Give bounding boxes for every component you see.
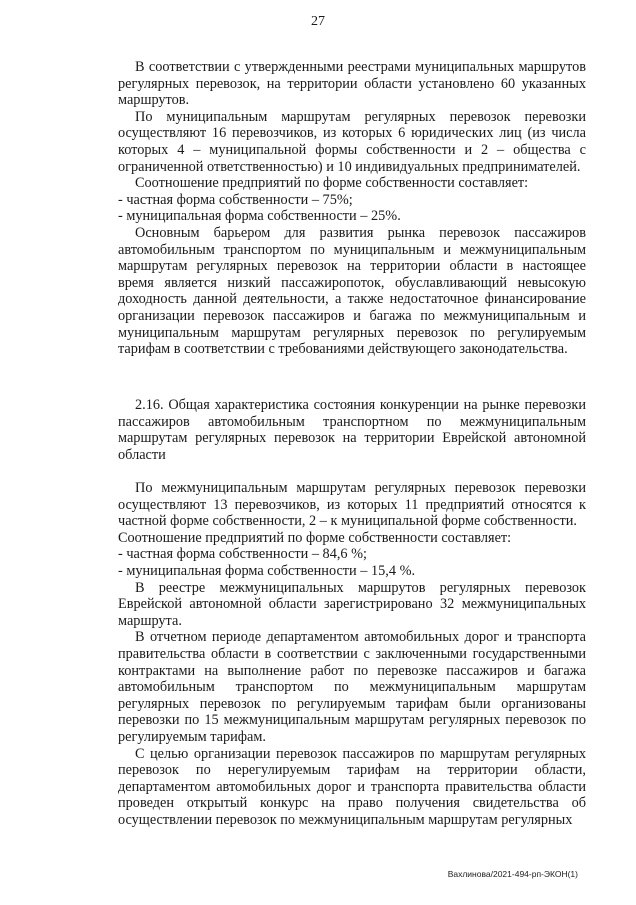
paragraph-open-tender: С целью организации перевозок пассажиров по маршрутам регулярных перевозок по нерегулируемым тарифам на территории области, департаментом автомобильных дорог и транспорта правительства области проведен открытый конкурс на право получения свидетельства об осуществлении перевозок по межмуниципальным маршрутам регулярных (118, 745, 586, 828)
list-item-municipal-ownership: - муниципальная форма собственности – 25%. (118, 208, 401, 225)
paragraph-ownership-ratio-intermunicipal: Соотношение предприятий по форме собственности составляет: (118, 529, 512, 546)
paragraph-intermunicipal-carriers: По межмуниципальным маршрутам регулярных перевозок перевозки осуществляют 13 перевозчиков, из которых 11 предприятий относятся к частной форме собственности, 2 – к муниципальной форме собственности. (118, 480, 586, 530)
paragraph-ownership-ratio: Соотношение предприятий по форме собственности составляет: (135, 175, 529, 192)
paragraph-route-registry: В реестре межмуниципальных маршрутов регулярных перевозок Еврейской автономной области зарегистрировано 32 межмуниципальных маршрута. (118, 579, 586, 629)
section-heading: 2.16. Общая характеристика состояния конкуренции на рынке перевозки пассажиров автомобильным транспортном по межмуниципальным маршрутам регулярных перевозок на территории Еврейской автономной области (118, 397, 586, 463)
paragraph-reporting-period: В отчетном периоде департаментом автомобильных дорог и транспорта правительства области в соответствии с заключенными государственными контрактами на выполнение работ по перевозке пассажиров и багажа автомобильным транспортом по межмуниципальным маршрутам регулярных перевозок по регулируемым тарифам были организованы перевозки по 15 межмуниципальным маршрутам регулярных перевозок по регулируемым тарифам. (118, 629, 586, 745)
document-footer-code: Вахлинова/2021-494-рп-ЭКОН(1) (447, 869, 578, 879)
section-2-16-heading-block (118, 397, 586, 463)
paragraph-municipal-carriers: По муниципальным маршрутам регулярных перевозок перевозки осуществляют 16 перевозчиков, из которых 6 юридических лиц (из числа которых 4 – муниципальной формы собственности и 2 – общества с ограниченной ответственностью) и 10 индивидуальных предпринимателей. (118, 108, 586, 175)
paragraph-municipal-routes-count: В соответствии с утвержденными реестрами муниципальных маршрутов регулярных перевозок, на территории области установлено 60 указанных маршрутов. (118, 59, 586, 109)
page-number: 27 (311, 14, 325, 29)
text-block-municipal-routes (118, 59, 586, 358)
text-block-intermunicipal-routes (118, 480, 586, 828)
list-item-private-ownership: - частная форма собственности – 75%; (118, 191, 353, 208)
list-item-private-ownership-intermunicipal: - частная форма собственности – 84,6 %; (118, 546, 368, 563)
list-item-municipal-ownership-intermunicipal: - муниципальная форма собственности – 15,4 %. (118, 562, 416, 579)
paragraph-market-barrier: Основным барьером для развития рынка перевозок пассажиров автомобильным транспортом по муниципальным и межмуниципальным маршрутам регулярных перевозок на территории области в настоящее время является низкий пассажиропоток, обуславливающий невысокую доходность данной деятельности, а также недостаточное финансирование организации перевозок пассажиров и багажа по межмуниципальным и муниципальным маршрутам регулярных перевозок по регулируемым тарифам в соответствии с требованиями действующего законодательства. (118, 224, 586, 358)
